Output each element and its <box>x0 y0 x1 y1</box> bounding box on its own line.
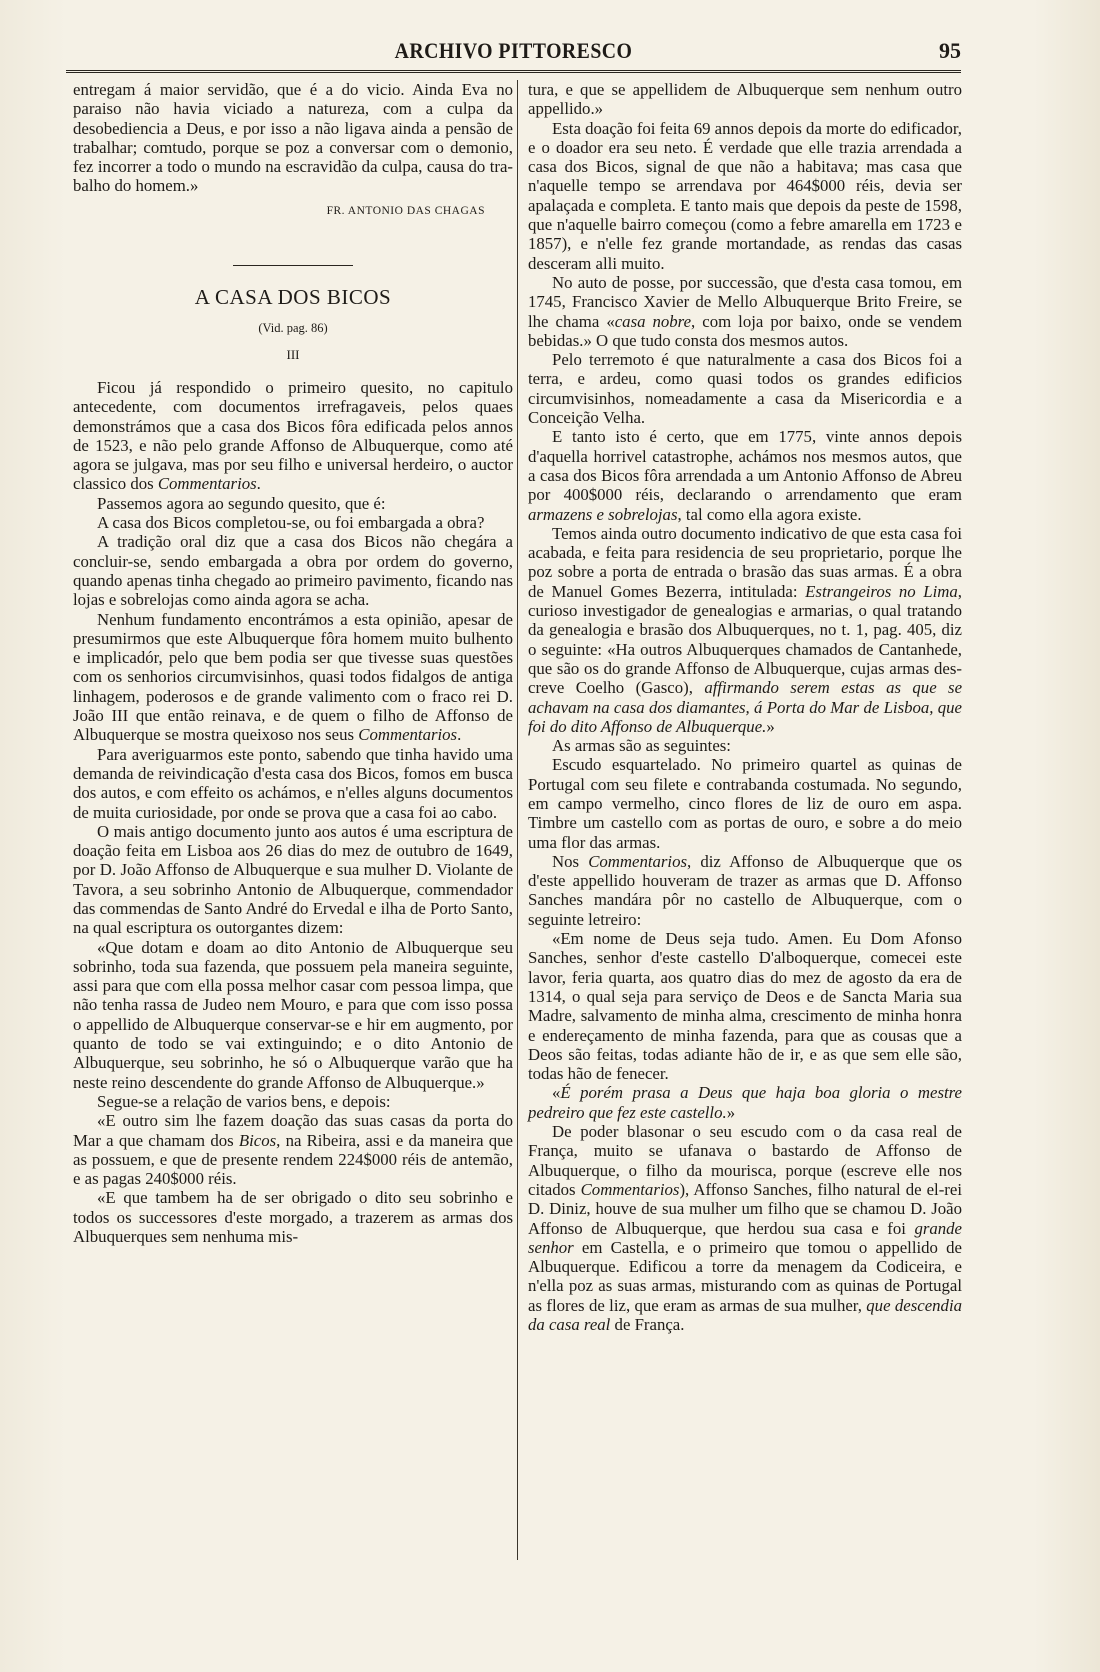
paragraph: A tradição oral diz que a casa dos Bicos não chegára a concluir-se, sendo embargada a obra por ordem do governo, quando apenas tinha chegado ao primeiro pavimento, ficando nas lojas e sobrelojas como ainda agora se acha. <box>73 532 513 610</box>
paragraph: De poder blasonar o seu escudo com o da casa real de França, muito se ufanava o bastardo de Affonso de Albuquerque, o filho da mourisca, porque (escreve elle nos citados Commentarios), Affonso Sanches, filho natural de el-rei D. Diniz, houve de sua mulher um filho que se chamou D. João Affonso de Albuquerque, que herdou sua casa e foi grande senhor em Castella, e o primeiro que tomou o appellido de Albuquerque. Edificou a torre da menagem da Codiceira, e n'ella poz as suas armas, misturando com as quinas de Portugal as flores de liz, que eram as armas de sua mulher, que descendia da casa real de França. <box>528 1122 962 1334</box>
paragraph: Para averiguarmos este ponto, sabendo que tinha havido uma demanda de reivindicação d'esta casa dos Bicos, fomos em busca dos autos, e com effeito os achámos, e n'elles alguns documentos de muita curiosidade, por onde se prova que a casa foi ao cabo. <box>73 744 513 822</box>
paragraph: Escudo esquartelado. No primeiro quartel as quinas de Portugal com seu filete e contrabanda costumada. No segundo, em campo vermelho, cinco flores de liz de ouro em aspa. Timbre um castello com as portas de ouro, e sobre a do meio uma flor das armas. <box>528 755 962 852</box>
quotation: «E outro sim lhe fazem doação das suas casas da porta do Mar a que chamam dos Bicos, na Ribeira, assi e da maneira que as possuem, e que de presente rendem 224$000 réis de antemão, e as pagas 240$000 réis. <box>73 1111 513 1189</box>
paragraph: As armas são as seguintes: <box>552 736 731 756</box>
paragraph: Esta doação foi feita 69 annos depois da morte do edificador, e o doador era seu neto. É verdade que elle trazia arrendada a casa dos Bicos, signal de que não a habitava; mas casa que n'aquelle tempo se arrendava por 464$000 réis, devia ser apalaçada e completa. E tanto mais que depois da peste de 1598, que n'aquelle bairro começou (como a febre amarella em 1723 e 1857), e n'elle fez grande mortandade, as rendas das casas desceram alli muito. <box>528 118 962 273</box>
author-attribution: FR. ANTONIO DAS CHAGAS <box>326 204 485 217</box>
header-rule <box>66 70 961 76</box>
paragraph: O mais antigo documento junto aos autos é uma escriptura de doação feita em Lisboa aos 26 dias do mez de outubro de 1649, por D. João Affonso de Albuquerque e sua mulher D. Violante de Tavora, a seu sobrinho Antonio de Albuquerque, commendador das commendas de Santo André do Ervedal e ilha de Porto Santo, na qual escriptura os outorgantes dizem: <box>73 821 513 938</box>
paragraph: Passemos agora ao segundo quesito, que é: <box>97 493 386 513</box>
quotation: «E que tambem ha de ser obrigado o dito seu sobrinho e todos os successores d'este morgado, a trazerem as armas dos Albuquerques sem nenhuma mis- <box>73 1188 513 1247</box>
column-divider <box>517 80 518 1560</box>
paragraph: Nenhum fundamento encontrámos a esta opinião, apesar de presumirmos que este Albuquerque fôra homem muito bulhento e implicadór, pelo que bem podia ser que tivesse suas questões com os senhorios circumvisinhos, quasi todos fidalgos de antiga linhagem, poderosos e de grande valimento com o fraco rei D. João III que então reinava, e de quem o filho de Affonso de Albuquerque se mostra queixoso nos seus Commentarios. <box>73 609 513 745</box>
section-title: A CASA DOS BICOS <box>194 285 392 310</box>
left-column <box>73 80 513 1246</box>
paragraph: No auto de posse, por successão, que d'esta casa tomou, em 1745, Francisco Xavier de Mello Albuquerque Brito Freire, se lhe chama «casa nobre, com loja por baixo, onde se vendem bebidas.» O que tudo consta dos mesmos autos. <box>528 272 963 350</box>
paragraph: Temos ainda outro documento indicativo de que esta casa foi acabada, e feita para residencia de seu proprietario, porque lhe poz sobre a porta de entrada o brasão das suas armas. É a obra de Manuel Gomes Bezerra, intitulada: Estrangeiros no Lima, curioso investigador de genealogias e armarias, o qual tratando da genealogia e brasão dos Albuquerques, no t. 1, pag. 405, diz o seguinte: «Ha outros Albuquerques chamados de Cantanhede, que são os do grande Affonso de Albuquerque, cujas armas descreve Coelho (Gasco), affirmando serem estas as que se achavam na casa dos diamantes, á Porta do Mar de Lisboa, que foi do dito Affonso de Albuquerque.» <box>528 523 963 736</box>
paragraph: Pelo terremoto é que naturalmente a casa dos Bicos foi a terra, e ardeu, como quasi todos os grandes edificios circumvisinhos, nomeadamente a casa da Misericordia e a Conceição Velha. <box>528 350 962 428</box>
quotation: «Em nome de Deus seja tudo. Amen. Eu Dom Afonso Sanches, senhor d'este castello D'alboquerque, comecei este lavor, feria quarta, aos quatro dias do mez de agosto da era de 1314, o qual seja para serviço de Deos e de Sancta Maria sua Madre, salvamento de minha alma, crescimento de minha honra e endereçamento de minha fazenda, para que as cousas que a Deos são feitas, todas adiante hão de ir, e as que sem elle são, todas hão de fenecer. <box>528 929 962 1084</box>
section-divider <box>233 265 353 266</box>
publication-title: ARCHIVO PITTORESCO <box>394 38 633 63</box>
right-column <box>528 80 962 1334</box>
section-reference: (Vid. pag. 86) <box>258 321 328 336</box>
paragraph: tura, e que se appellidem de Albuquerque sem nenhum outro appellido.» <box>528 80 962 119</box>
paragraph: E tanto isto é certo, que em 1775, vinte annos depois d'aquella horrivel catastrophe, achámos nos mesmos autos, que a casa dos Bicos fôra arrendada a um Antonio Affonso de Abreu por 400$000 réis, declarando o arrendamento que eram armazens e sobrelojas, tal como ella agora existe. <box>528 427 962 524</box>
section-number: III <box>286 346 300 362</box>
quotation: «Que dotam e doam ao dito Antonio de Albuquerque seu sobrinho, toda sua fazenda, que possuem pela maneira seguinte, assi para que com ella possa melhor casar com pessoa limpa, que não tenha rassa de Judeo nem Mouro, e para que com isso possa o appellido de Albuquerque conservar-se e hir em augmento, por quanto de todo se vai extinguindo; e o dito Antonio de Albuquerque, seu sobrinho, he só o Albuquerque varão que ha neste reino descendente do grande Affonso de Albuquerque.» <box>73 937 513 1092</box>
paragraph: Ficou já respondido o primeiro quesito, no capitulo antecedente, com documentos irrefragaveis, pelos quaes demonstrámos que a casa dos Bicos fôra edificada pelos annos de 1523, e não pelo grande Affonso de Albuquerque, como até agora se julgava, mas por seu filho e universal herdeiro, o auctor classico dos Commentarios. <box>73 377 513 494</box>
page-header <box>66 36 961 64</box>
quotation: «É porém prasa a Deus que haja boa gloria o mestre pedreiro que fez este castello.» <box>528 1083 962 1122</box>
page-number: 95 <box>939 38 961 63</box>
paragraph: Segue-se a relação de varios bens, e depois: <box>97 1091 391 1111</box>
paragraph: Nos Commentarios, diz Affonso de Albuquerque que os d'este appellido houveram de trazer as armas que D. Affonso Sanches mandára pôr no castello de Albuquerque, com o seguinte letreiro: <box>528 851 962 929</box>
paragraph: A casa dos Bicos completou-se, ou foi embargada a obra? <box>97 513 485 533</box>
paragraph: entregam á maior servidão, que é a do vicio. Ainda Eva no paraiso não havia viciado a natureza, com a culpa da desobediencia a Deus, e por isso a não ligava ainda a pensão de trabalhar; comtudo, porque se poz a conversar com o demonio, fez incorrer a todo o mundo na escravidão da culpa, causa do trabalho do homem.» <box>73 80 513 196</box>
